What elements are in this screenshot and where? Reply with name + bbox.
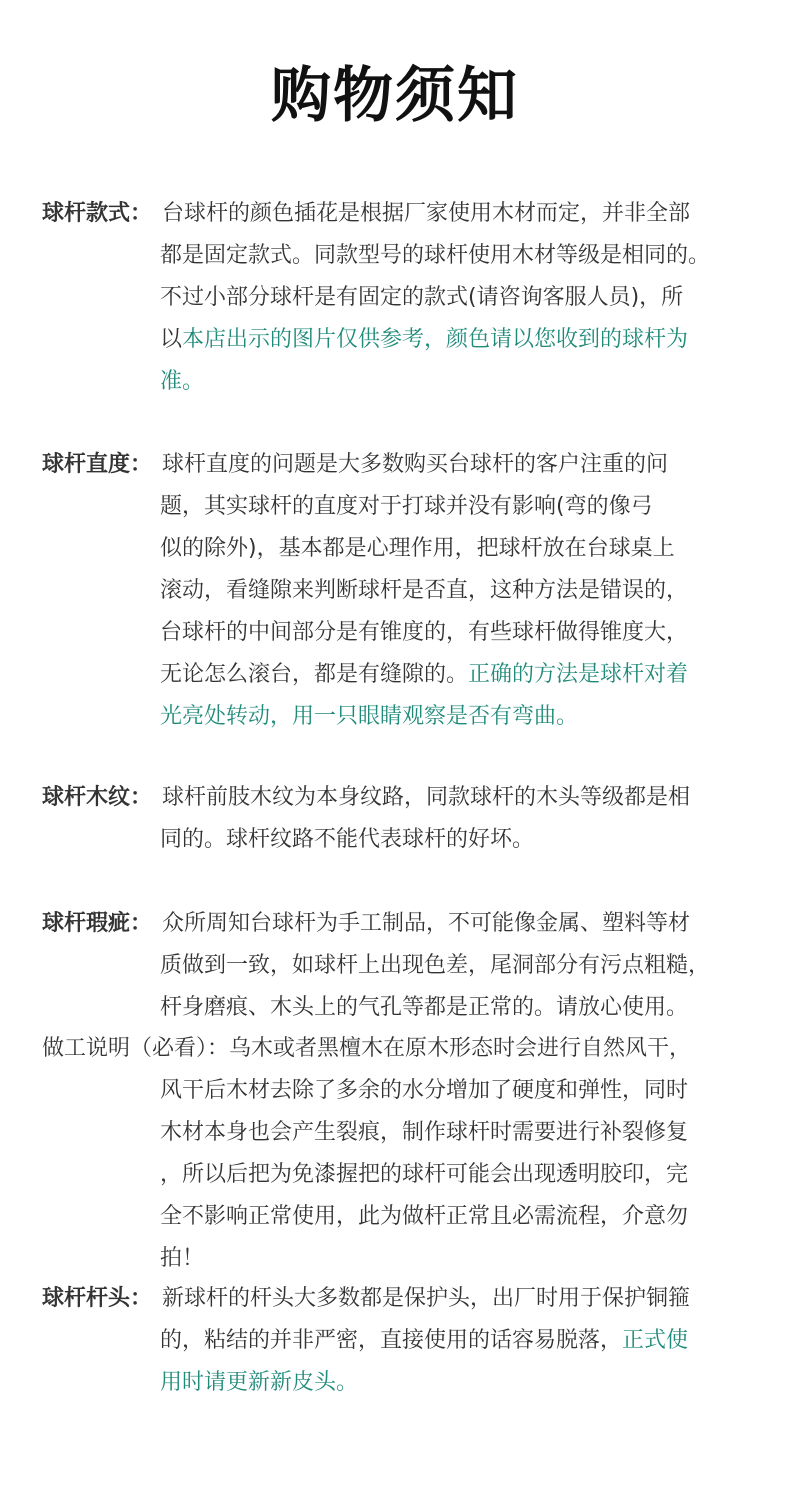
page-title: 购物须知 (271, 61, 519, 131)
section-label: 球杆直度： (42, 452, 153, 477)
section-line: 准。 (160, 369, 205, 394)
section-line: 众所周知台球杆为手工制品，不可能像金属、塑料等材 (162, 911, 691, 936)
section-line: 的，粘结的并非严密，直接使用的话容易脱落，正式使 (160, 1328, 689, 1353)
section-line: 全不影响正常使用，此为做杆正常且必需流程，介意勿 (160, 1204, 689, 1229)
section-label: 球杆木纹： (42, 785, 153, 810)
section-line: 球杆前肢木纹为本身纹路，同款球杆的木头等级都是相 (162, 785, 691, 810)
section-label: 球杆款式： (42, 201, 153, 226)
section-line: 似的除外)，基本都是心理作用，把球杆放在台球桌上 (160, 536, 675, 561)
section-line: ，所以后把为免漆握把的球杆可能会出现透明胶印，完 (160, 1162, 689, 1187)
section-line: 以本店出示的图片仅供参考，颜色请以您收到的球杆为 (160, 327, 689, 352)
section-line: 质做到一致，如球杆上出现色差，尾洞部分有污点粗糙， (160, 953, 711, 978)
section-line: 无论怎么滚台，都是有缝隙的。正确的方法是球杆对着 (160, 662, 689, 687)
section-line: 用时请更新新皮头。 (160, 1370, 359, 1395)
section-line: 风干后木材去除了多余的水分增加了硬度和弹性，同时 (160, 1078, 689, 1103)
section-line: 滚动，看缝隙来判断球杆是否直，这种方法是错误的， (160, 578, 689, 603)
section-line: 新球杆的杆头大多数都是保护头，出厂时用于保护铜箍 (162, 1286, 691, 1311)
section-line: 光亮处转动，用一只眼睛观察是否有弯曲。 (160, 704, 579, 729)
section-line: 杆身磨痕、木头上的气孔等都是正常的。请放心使用。 (160, 995, 689, 1020)
section-line: 同的。球杆纹路不能代表球杆的好坏。 (160, 827, 535, 852)
section-line: 不过小部分球杆是有固定的款式(请咨询客服人员)，所 (160, 285, 684, 310)
section-line: 木材本身也会产生裂痕，制作球杆时需要进行补裂修复 (160, 1120, 689, 1145)
section-label: 做工说明（必看）：乌木或者黑檀木在原木形态时会进行自然风干， (42, 1036, 692, 1061)
section-line: 球杆直度的问题是大多数购买台球杆的客户注重的问 (162, 452, 669, 477)
section-line: 都是固定款式。同款型号的球杆使用木材等级是相同的。 (160, 243, 711, 268)
section-line: 拍！ (160, 1246, 205, 1271)
section-label: 球杆瑕疵： (42, 911, 153, 936)
section-line: 台球杆的中间部分是有锥度的，有些球杆做得锥度大， (160, 620, 689, 645)
section-line: 题，其实球杆的直度对于打球并没有影响(弯的像弓 (160, 494, 653, 519)
section-line: 台球杆的颜色插花是根据厂家使用木材而定，并非全部 (162, 201, 691, 226)
section-label: 球杆杆头： (42, 1286, 153, 1311)
